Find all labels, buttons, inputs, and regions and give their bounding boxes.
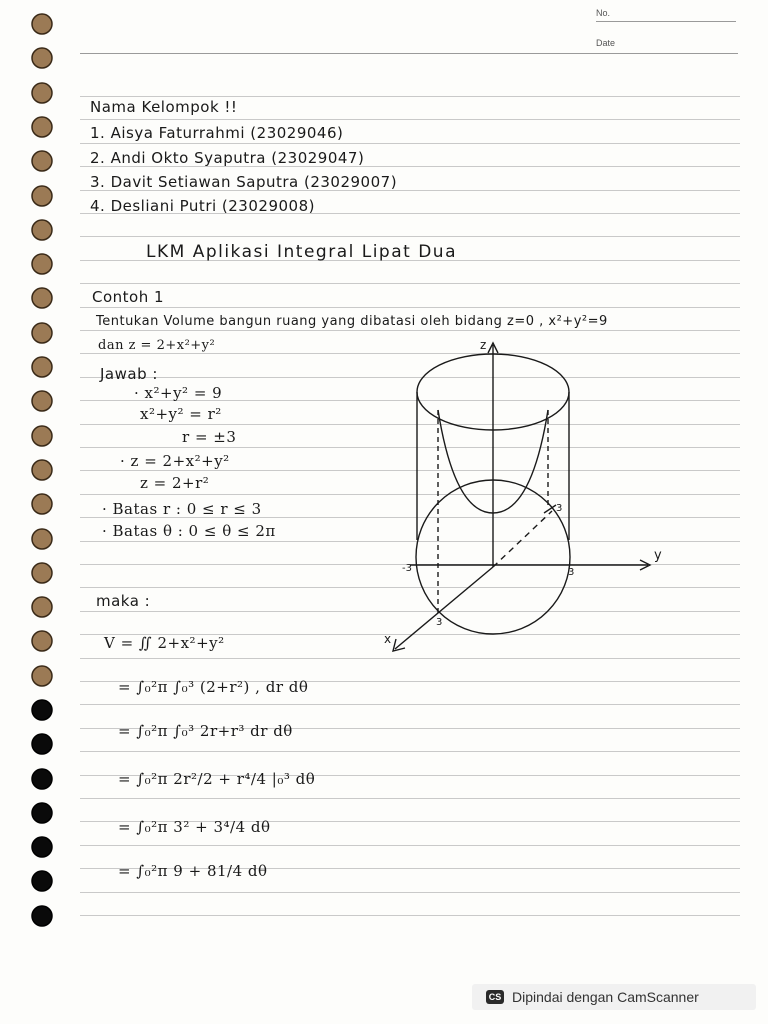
binder-hole	[32, 14, 52, 34]
binder-hole	[32, 186, 52, 206]
x-axis-label: x	[384, 632, 392, 646]
binder-hole	[32, 597, 52, 617]
no-label: No.	[596, 8, 611, 18]
answer-step-3: r = ±3	[182, 428, 237, 446]
binder-hole	[32, 254, 52, 274]
binder-hole	[32, 391, 52, 411]
answer-step-2: x²+y² = r²	[140, 405, 222, 423]
answer-step-7: · Batas θ : 0 ≤ θ ≤ 2π	[102, 522, 276, 540]
binder-hole	[32, 631, 52, 651]
camscanner-badge	[472, 984, 756, 1010]
binder-hole	[32, 700, 52, 720]
answer-heading: Jawab :	[100, 365, 158, 383]
binder-hole	[32, 803, 52, 823]
lkm-title: LKM Aplikasi Integral Lipat Dua	[146, 242, 457, 262]
tick-neg3-label: -3	[402, 563, 412, 574]
ruled-line	[80, 330, 740, 331]
answer-step-6: · Batas r : 0 ≤ r ≤ 3	[102, 500, 262, 518]
binder-hole	[32, 48, 52, 68]
tick-3-z-label: 3	[556, 503, 563, 514]
ruled-line	[80, 915, 740, 916]
binder-hole	[32, 323, 52, 343]
binder-holes	[0, 0, 70, 1024]
volume-step-6: = ∫₀²π 9 + 81/4 dθ	[118, 862, 268, 880]
ruled-line	[80, 892, 740, 893]
binder-hole	[32, 83, 52, 103]
z-axis-label: z	[480, 338, 487, 352]
volume-step-1: V = ∬ 2+x²+y²	[104, 634, 225, 652]
ruled-line	[80, 96, 740, 97]
date-label: Date	[596, 38, 616, 48]
ruled-line	[80, 283, 740, 284]
binder-hole	[32, 837, 52, 857]
maka-label: maka :	[96, 592, 151, 610]
binder-hole	[32, 426, 52, 446]
member-4: 4. Desliani Putri (23029008)	[90, 197, 315, 215]
binder-hole	[32, 288, 52, 308]
member-3: 3. Davit Setiawan Saputra (23029007)	[90, 173, 398, 191]
binder-hole	[32, 220, 52, 240]
binder-hole	[32, 666, 52, 686]
date-line	[80, 53, 738, 54]
binder-hole	[32, 357, 52, 377]
binder-hole	[32, 734, 52, 754]
dashed-diagonal	[493, 511, 552, 567]
camscanner-icon: CS	[486, 990, 504, 1004]
binder-hole	[32, 460, 52, 480]
tick-3-x-label: 3	[436, 617, 443, 628]
x-axis	[395, 567, 493, 649]
cylinder-paraboloid-diagram	[380, 335, 680, 665]
ruled-line	[80, 143, 740, 144]
ruled-line	[80, 704, 740, 705]
binder-hole	[32, 151, 52, 171]
binder-hole	[32, 906, 52, 926]
answer-step-1: · x²+y² = 9	[134, 384, 223, 402]
problem-line-1: Tentukan Volume bangun ruang yang dibatasi oleh bidang z=0 , x²+y²=9	[96, 314, 608, 329]
binder-hole	[32, 529, 52, 549]
y-axis-label: y	[654, 548, 662, 563]
volume-step-5: = ∫₀²π 3² + 3⁴/4 dθ	[118, 818, 271, 836]
answer-step-5: z = 2+r²	[140, 474, 210, 492]
binder-hole	[32, 563, 52, 583]
ruled-line	[80, 119, 740, 120]
problem-line-2: dan z = 2+x²+y²	[98, 338, 216, 353]
camscanner-text: Dipindai dengan CamScanner	[512, 989, 699, 1005]
names-title: Nama Kelompok !!	[90, 98, 238, 116]
binder-hole	[32, 117, 52, 137]
member-1: 1. Aisya Faturrahmi (23029046)	[90, 124, 344, 142]
no-line	[596, 21, 736, 22]
ruled-line	[80, 845, 740, 846]
ruled-line	[80, 751, 740, 752]
binder-hole	[32, 769, 52, 789]
example-heading: Contoh 1	[92, 288, 165, 306]
tick-3-y-label: 3	[568, 567, 575, 578]
volume-step-2: = ∫₀²π ∫₀³ (2+r²) , dr dθ	[118, 678, 309, 696]
member-2: 2. Andi Okto Syaputra (23029047)	[90, 149, 365, 167]
binder-hole	[32, 494, 52, 514]
volume-step-4: = ∫₀²π 2r²/2 + r⁴/4 |₀³ dθ	[118, 770, 316, 788]
ruled-line	[80, 236, 740, 237]
volume-step-3: = ∫₀²π ∫₀³ 2r+r³ dr dθ	[118, 722, 293, 740]
ruled-line	[80, 307, 740, 308]
binder-hole	[32, 871, 52, 891]
answer-step-4: · z = 2+x²+y²	[120, 452, 230, 470]
ruled-line	[80, 798, 740, 799]
